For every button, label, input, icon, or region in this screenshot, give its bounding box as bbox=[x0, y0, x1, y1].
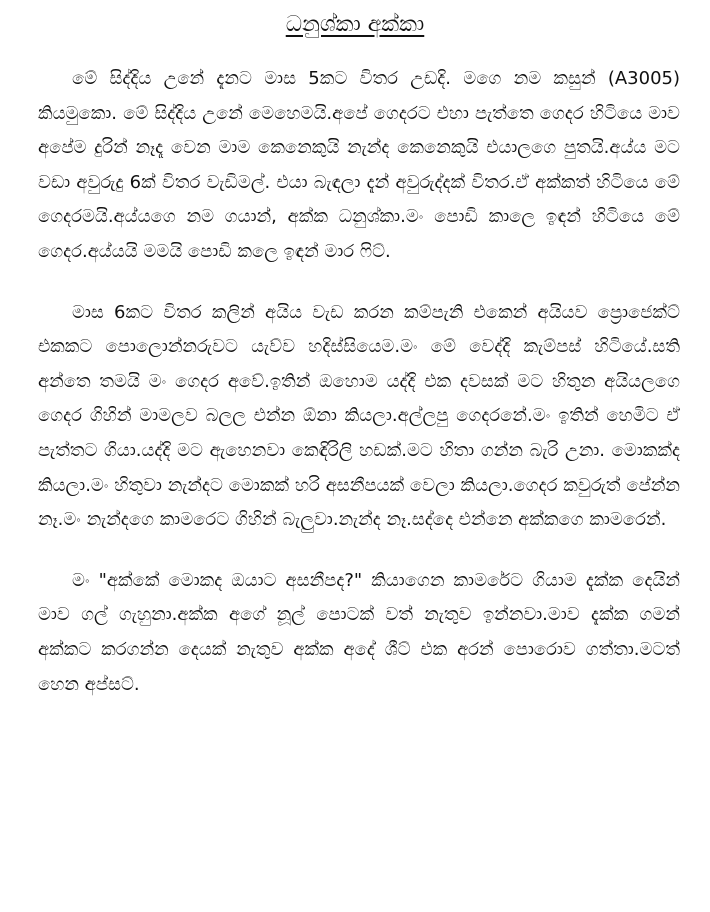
page-title: ධනුශ්කා අක්කා bbox=[285, 12, 425, 37]
title-container bbox=[0, 10, 710, 40]
paragraph-1: මේ සිද්දිය උනේ දැනට මාස 5කට විතර උඩදි. මගෙ නම කසුන් (A3005) කියමුකො. මේ සිද්දිය උනේ මෙහෙමයි.අපේ ගෙදරට එහා පැත්තෙ ගෙදර හිටියෙ මාව අපේම දුරින් නෑදෑ වෙන මාම කෙනෙකුයි නැන්ද කෙනෙකුයි එයාලගෙ පුතයි.අය්ය මට වඩා අවුරුදු 6ක් විතර වැඩිමල්. එයා බැඳලා දැන් අවුරුද්දක් විතර.ඒ අක්කත් හිටියෙ මේ ගෙදරමයි.අය්යගෙ නම ගයාන්, අක්ක ධනුශ්කා.මං පොඩි කාලෙ ඉඳන් හිටියෙ මේ ගෙදර.අය්යයි මමයි පොඩි කලෙ ඉඳන් මාර ෆිට්. bbox=[38, 68, 680, 262]
story-body bbox=[38, 62, 680, 728]
paragraph-2: මාස 6කට විතර කලින් අයිය වැඩ කරන කම්පැනි එකෙන් අයියව ප්‍රොජෙක්ට් එකකට පොලොන්නරුවට යැව්ව හදිස්සියෙම.මං මේ වෙද්දි කැම්පස් හිටියේ.සති අන්තෙ තමයි මං ගෙදර අවේ.ඉතින් ඔහොම යද්දි එක දවසක් මට හිතුන අයියලගෙ ගෙදර ගිහින් මාමලව බලල එන්න ඕනා කියලා.අල්ලපු ගෙදරනේ.මං ඉතින් හෙමිට ඒ පැත්තට ගියා.යද්දි මට ඇහෙනවා කෙඳිරිලි හඩක්.මට හිතා ගන්න බැරි උනා. මොකක්ද කියලා.මං හිතුවා නැන්දට මොකක් හරි අසනීපයක් වෙලා කියලා.ගෙදර කවුරුත් පේන්න නෑ.මං නැන්දගෙ කාමරෙට ගිහින් බැලුවා.නැන්ද නෑ.සද්දෙ එන්නෙ අක්කගෙ කාමරෙන්. bbox=[38, 301, 680, 531]
paragraph-3: මං "අක්කේ මොකද ඔයාට අසනීපද?" කියාගෙන කාමරේට ගියාම දැක්ක දෙයින් මාව ගල් ගැහුනා.අක්ක අගේ නූල් පොටක් වත් නැතුව ඉන්නවා.මාව දැක්ක ගමන් අක්කට කරගන්න දෙයක් නැතුව අක්ක අදේ ශීට් එක අරන් පොරොව ගත්තා.මටත් හෙන අප්සට්. bbox=[38, 569, 680, 695]
